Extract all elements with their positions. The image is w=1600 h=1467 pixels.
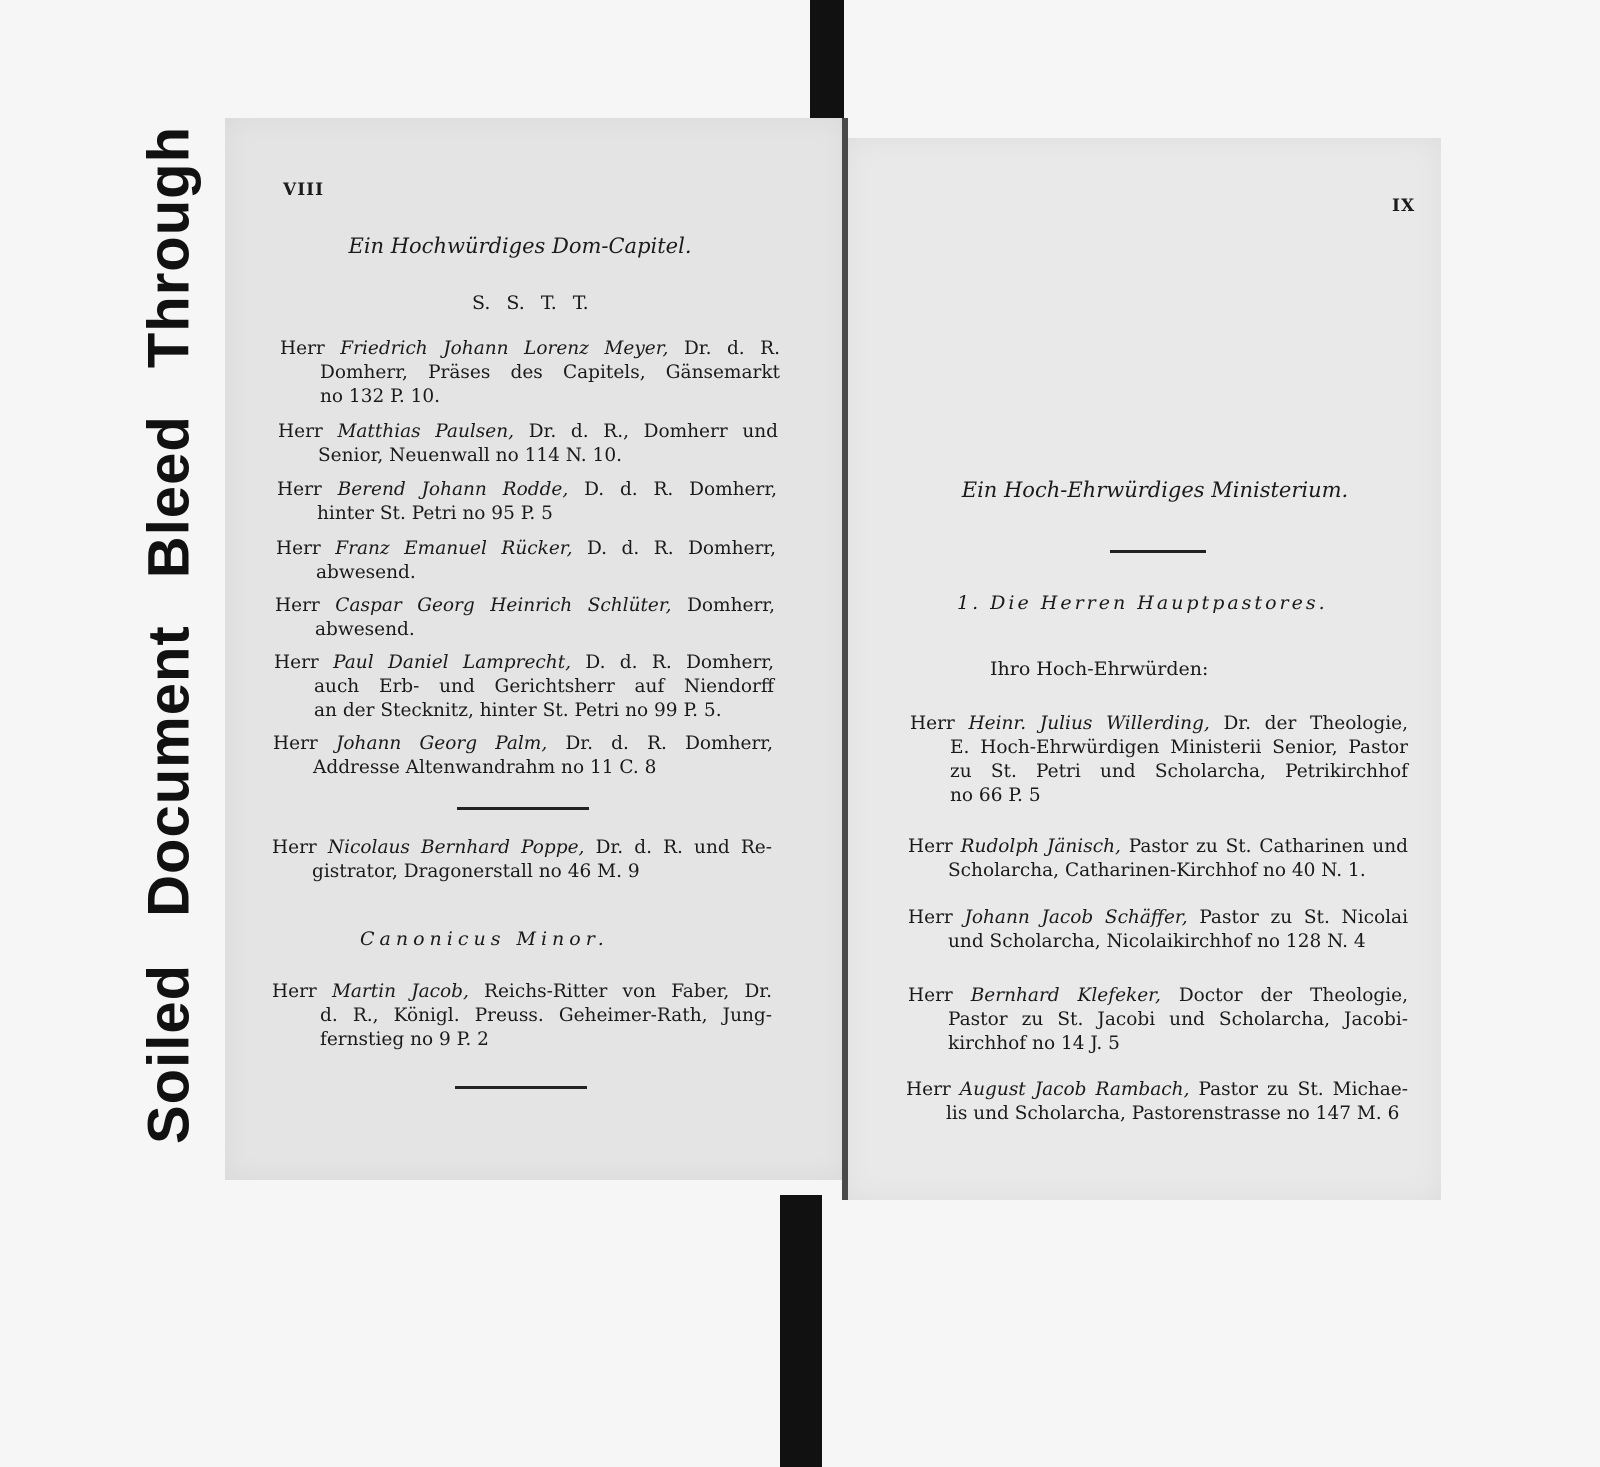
hauptpastores-heading: 1. Die Herren Hauptpastores. [957, 592, 1328, 614]
left-page-number: VIII [283, 180, 325, 200]
side-stamp-text: Soiled Document Bleed Through [136, 125, 202, 1145]
binding-bar-bottom [780, 1195, 822, 1467]
right-page-number: IX [1392, 196, 1416, 216]
pastor-entry-1: Herr Heinr. Julius Willerding, Dr. der Theologie, E. Hoch-Ehrwürdigen Ministerii Senior, Pastor zu St. Petri und Scholarcha, Petrikirchhof no 66 P. 5 [910, 713, 1409, 806]
pastor-entry-5: Herr August Jacob Rambach, Pastor zu St. Michae- lis und Scholarcha, Pastorenstrasse no 147 M. 6 [906, 1079, 1409, 1124]
registrator-entry: Herr Nicolaus Bernhard Poppe, Dr. d. R. und Re- gistrator, Dragonerstall no 46 M. 9 [272, 837, 772, 882]
left-page-title: Ein Hochwürdiges Dom-Capitel. [348, 234, 692, 258]
dom-entry-3: Herr Berend Johann Rodde, D. d. R. Domherr, hinter St. Petri no 95 P. 5 [277, 479, 778, 524]
canonicus-minor-heading: Canonicus Minor. [360, 928, 609, 950]
dom-entry-4: Herr Franz Emanuel Rücker, D. d. R. Domherr, abwesend. [276, 538, 776, 583]
binding-bar-top [810, 0, 844, 130]
pastor-entry-2: Herr Rudolph Jänisch, Pastor zu St. Catharinen und Scholarcha, Catharinen-Kirchhof no 40 N. 1. [908, 836, 1408, 881]
pastor-entry-3: Herr Johann Jacob Schäffer, Pastor zu St. Nicolai und Scholarcha, Nicolaikirchhof no 128 N. 4 [908, 907, 1408, 952]
right-page-title: Ein Hoch-Ehrwürdiges Ministerium. [961, 478, 1349, 502]
dom-entry-6: Herr Paul Daniel Lamprecht, D. d. R. Domherr, auch Erb- und Gerichtsherr auf Niendorff an der Stecknitz, hinter St. Petri no 99 P. 5. [274, 652, 774, 721]
pastor-entry-4: Herr Bernhard Klefeker, Doctor der Theologie, Pastor zu St. Jacobi und Scholarcha, Jacobi- kirchhof no 14 J. 5 [908, 985, 1408, 1054]
dom-entry-5: Herr Caspar Georg Heinrich Schlüter, Domherr, abwesend. [275, 595, 775, 640]
dom-entry-1: Herr Friedrich Johann Lorenz Meyer, Dr. d. R. Domherr, Präses des Capitels, Gänsemarkt no 132 P. 10. [280, 338, 780, 407]
salutation: Ihro Hoch-Ehrwürden: [990, 658, 1209, 680]
book-gutter [842, 118, 848, 1200]
left-divider-1 [457, 807, 589, 810]
dom-entry-2: Herr Matthias Paulsen, Dr. d. R., Domherr und Senior, Neuenwall no 114 N. 10. [278, 421, 779, 466]
dom-entry-7: Herr Johann Georg Palm, Dr. d. R. Domherr, Addresse Altenwandrahm no 11 C. 8 [273, 733, 773, 778]
left-page-subtitle: S. S. T. T. [472, 292, 589, 314]
left-divider-2 [455, 1086, 587, 1089]
canonicus-minor-entry: Herr Martin Jacob, Reichs-Ritter von Faber, Dr. d. R., Königl. Preuss. Geheimer-Rath, Jung- fernstieg no 9 P. 2 [272, 981, 772, 1050]
right-divider [1110, 550, 1206, 553]
side-stamp-label [136, 125, 202, 1145]
